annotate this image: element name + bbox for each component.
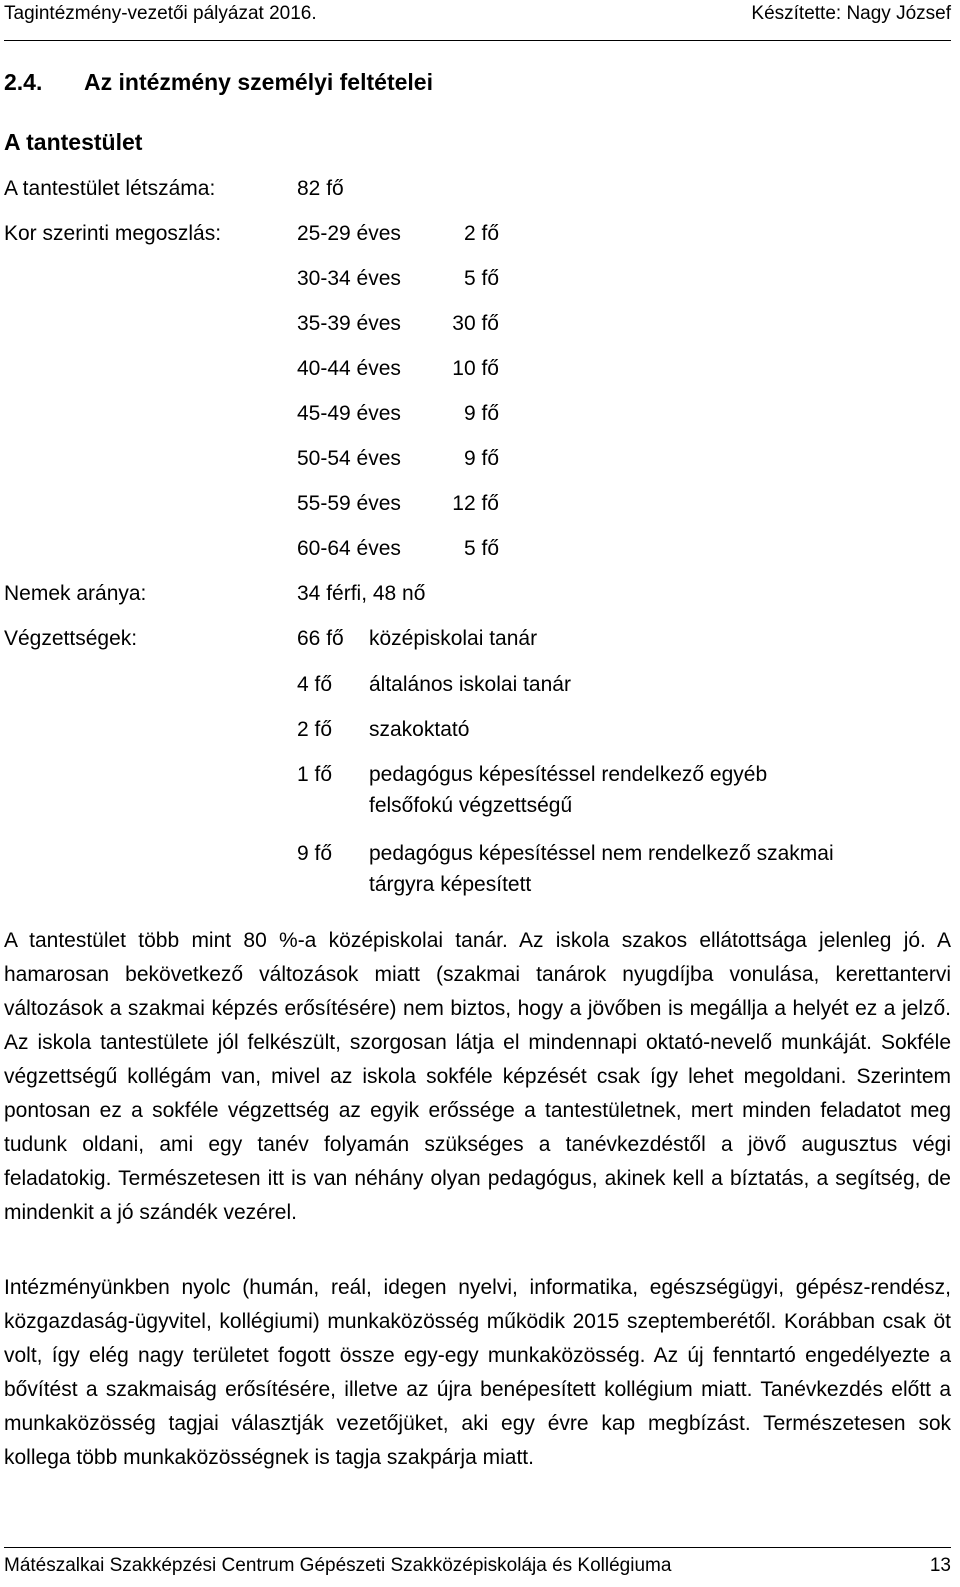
- header-author: Készítette: Nagy József: [751, 3, 951, 24]
- section-heading: [4, 69, 433, 96]
- qualifications-label: Végzettségek:: [4, 627, 138, 650]
- age-group-count: 9 fő: [463, 447, 499, 470]
- page-footer: [4, 1547, 951, 1584]
- qualification-type: pedagógus képesítéssel rendelkező egyéb: [369, 763, 768, 786]
- age-distribution-label: Kor szerinti megoszlás:: [4, 222, 222, 245]
- age-group-range: 25-29 éves: [297, 222, 401, 245]
- age-group-count: 9 fő: [463, 402, 499, 425]
- qualification-type: általános iskolai tanár: [369, 673, 571, 696]
- gender-label: Nemek aránya:: [4, 582, 147, 605]
- section-title: Az intézmény személyi feltételei: [84, 69, 433, 95]
- age-group-range: 40-44 éves: [297, 357, 401, 380]
- qualification-count: 2 fő: [297, 718, 333, 741]
- body-paragraph: Intézményünkben nyolc (humán, reál, idegen nyelvi, informatika, egészségügyi, gépész-rendész, közgazdaság-ügyvitel, kollégiumi) munkaközösség működik 2015 szeptemberétől. Korábban csak öt volt, így elég nagy területet fogott össze egy-egy munkaközösség. Az új fenntartó engedélyezte a bővítést a szakmaiság erősítésére, illetve az újra benépesített kollégium miatt. Tanévkezdés előtt a munkaközösség tagjai választják vezetőjüket, aki egy évre kap megbízást. Természetesen sok kollega több munkaközösségnek is tagja szakpárja miatt.: [4, 1276, 951, 1469]
- qualification-count: 4 fő: [297, 673, 333, 696]
- subsection-heading: A tantestület: [4, 129, 143, 155]
- footer-institution: Mátészalkai Szakképzési Centrum Gépészeti Szakközépiskolája és Kollégiuma: [4, 1555, 672, 1576]
- age-group-count: 2 fő: [463, 222, 499, 245]
- qualification-count: 66 fő: [297, 627, 344, 650]
- age-group-range: 45-49 éves: [297, 402, 401, 425]
- age-group-range: 50-54 éves: [297, 447, 401, 470]
- age-group-count: 12 fő: [452, 492, 499, 515]
- age-group-range: 30-34 éves: [297, 267, 401, 290]
- page-header: [4, 0, 951, 41]
- qualification-type-continued: felsőfokú végzettségű: [369, 794, 573, 817]
- header-left-text: Tagintézmény-vezetői pályázat 2016.: [4, 3, 317, 24]
- age-group-count: 5 fő: [463, 537, 499, 560]
- age-group-range: 60-64 éves: [297, 537, 401, 560]
- age-group-count: 5 fő: [463, 267, 499, 290]
- body-paragraph: A tantestület több mint 80 %-a középiskolai tanár. Az iskola szakos ellátottsága jelenleg jó. A hamarosan bekövetkező változások miatt (szakmai tanárok nyugdíjba vonulása, kerettantervi változások a szakmai képzés erősítésére) nem biztos, hogy a jövőben is megállja a helyét ez a jelző. Az iskola tantestülete jól felkészült, szorgosan látja el mindennapi oktató-nevelő munkáját. Sokféle végzettségű kollégám van, mivel az iskola sokféle képzését csak így lehet megoldani. Szerintem pontosan ez a sokféle végzettség az egyik erőssége a tantestületnek, mert minden feladatot meg tudunk oldani, ami egy tanév folyamán szükséges a tanévkezdéstől a jövő augusztus végi feladatokig. Természetesen itt is van néhány olyan pedagógus, akinek kell a bíztatás, a segítség, de mindenkit a jó szándék vezérel.: [4, 929, 951, 1224]
- qualification-count: 1 fő: [297, 763, 333, 786]
- page-number: 13: [929, 1555, 951, 1576]
- age-group-count: 10 fő: [452, 357, 499, 380]
- staff-count-value: 82 fő: [297, 177, 344, 200]
- qualification-type-continued: tárgyra képesített: [369, 873, 532, 896]
- gender-value: 34 férfi, 48 nő: [297, 582, 426, 605]
- staff-count-label: A tantestület létszáma:: [4, 177, 216, 200]
- section-number: 2.4.: [4, 69, 43, 95]
- qualification-type: középiskolai tanár: [369, 627, 538, 650]
- qualification-type: szakoktató: [369, 718, 470, 741]
- qualification-count: 9 fő: [297, 842, 333, 865]
- age-group-count: 30 fő: [452, 312, 499, 335]
- qualification-type: pedagógus képesítéssel nem rendelkező szakmai: [369, 842, 834, 865]
- age-group-range: 35-39 éves: [297, 312, 401, 335]
- age-group-range: 55-59 éves: [297, 492, 401, 515]
